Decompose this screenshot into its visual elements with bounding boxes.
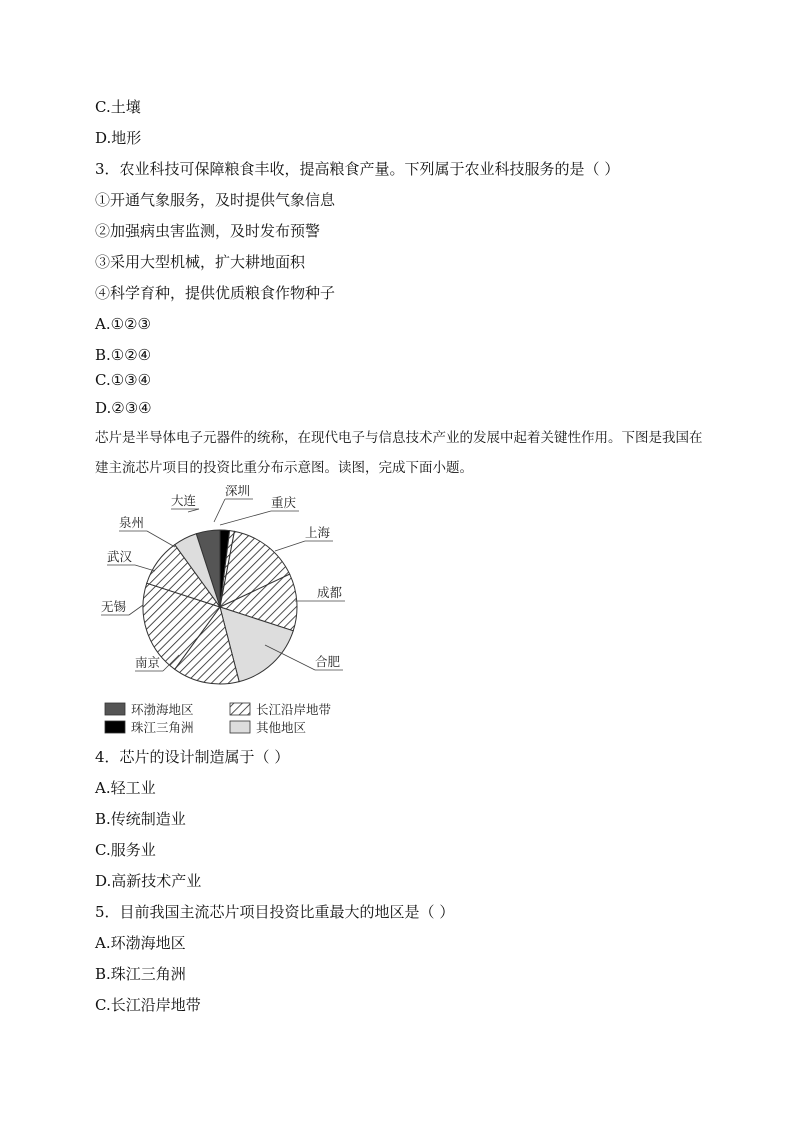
q2-option-d: D.地形: [95, 129, 142, 147]
pie-label: 泉州: [119, 515, 145, 530]
pie-label: 上海: [305, 525, 331, 540]
q4-stem: 4．芯片的设计制造属于（ ）: [95, 748, 290, 766]
q2-option-c: C.土壤: [95, 98, 141, 116]
pie-label: 大连: [171, 493, 197, 508]
pie-label: 合肥: [315, 654, 341, 669]
leader-line: [214, 499, 225, 522]
pie-label: 重庆: [271, 495, 297, 510]
q3-option-c: C.①③④: [95, 371, 152, 389]
legend-label: 环渤海地区: [131, 702, 194, 717]
pie-label: 南京: [135, 655, 161, 670]
q3-item-3: ③采用大型机械，扩大耕地面积: [95, 253, 306, 271]
q3-option-d: D.②③④: [95, 399, 152, 417]
legend-label: 珠江三角洲: [131, 720, 194, 735]
leader-line: [129, 605, 143, 615]
leader-line: [275, 541, 305, 551]
material-paragraph: 芯片是半导体电子元器件的统称，在现代电子与信息技术产业的发展中起着关键性作用。下图是我国在建主流芯片项目的投资比重分布示意图。读图，完成下面小题。: [95, 430, 703, 476]
q3-stem: 3．农业科技可保障粮食丰收，提高粮食产量。下列属于农业科技服务的是（ ）: [95, 160, 620, 178]
q3-item-4: ④科学育种，提供优质粮食作物种子: [95, 284, 336, 302]
pie-label: 深圳: [225, 485, 251, 498]
legend-label: 长江沿岸地带: [256, 702, 332, 717]
legend-swatch: [230, 721, 250, 733]
q4-option-c: C.服务业: [95, 841, 156, 859]
q4-option-b: B.传统制造业: [95, 810, 186, 828]
leader-line: [135, 565, 155, 571]
pie-chart: [95, 485, 355, 740]
q4-option-a: A.轻工业: [95, 779, 156, 797]
legend-swatch: [230, 703, 250, 715]
leader-line: [147, 531, 175, 547]
leader-line: [188, 509, 199, 512]
q5-stem: 5．目前我国主流芯片项目投资比重最大的地区是（ ）: [95, 903, 455, 921]
pie-label: 成都: [317, 585, 343, 600]
legend-swatch: [105, 721, 125, 733]
q3-item-2: ②加强病虫害监测，及时发布预警: [95, 222, 321, 240]
leader-line: [220, 511, 271, 525]
q3-item-1: ①开通气象服务，及时提供气象信息: [95, 191, 336, 209]
pie-label: 武汉: [107, 549, 133, 564]
legend-label: 其他地区: [256, 720, 307, 735]
q4-option-d: D.高新技术产业: [95, 872, 202, 890]
q5-option-a: A.环渤海地区: [95, 934, 186, 952]
legend-swatch: [105, 703, 125, 715]
q5-option-b: B.珠江三角洲: [95, 965, 186, 983]
q3-option-b: B.①②④: [95, 346, 152, 364]
q5-option-c: C.长江沿岸地带: [95, 996, 201, 1014]
q3-option-a: A.①②③: [95, 315, 151, 333]
pie-label: 无锡: [101, 599, 127, 614]
